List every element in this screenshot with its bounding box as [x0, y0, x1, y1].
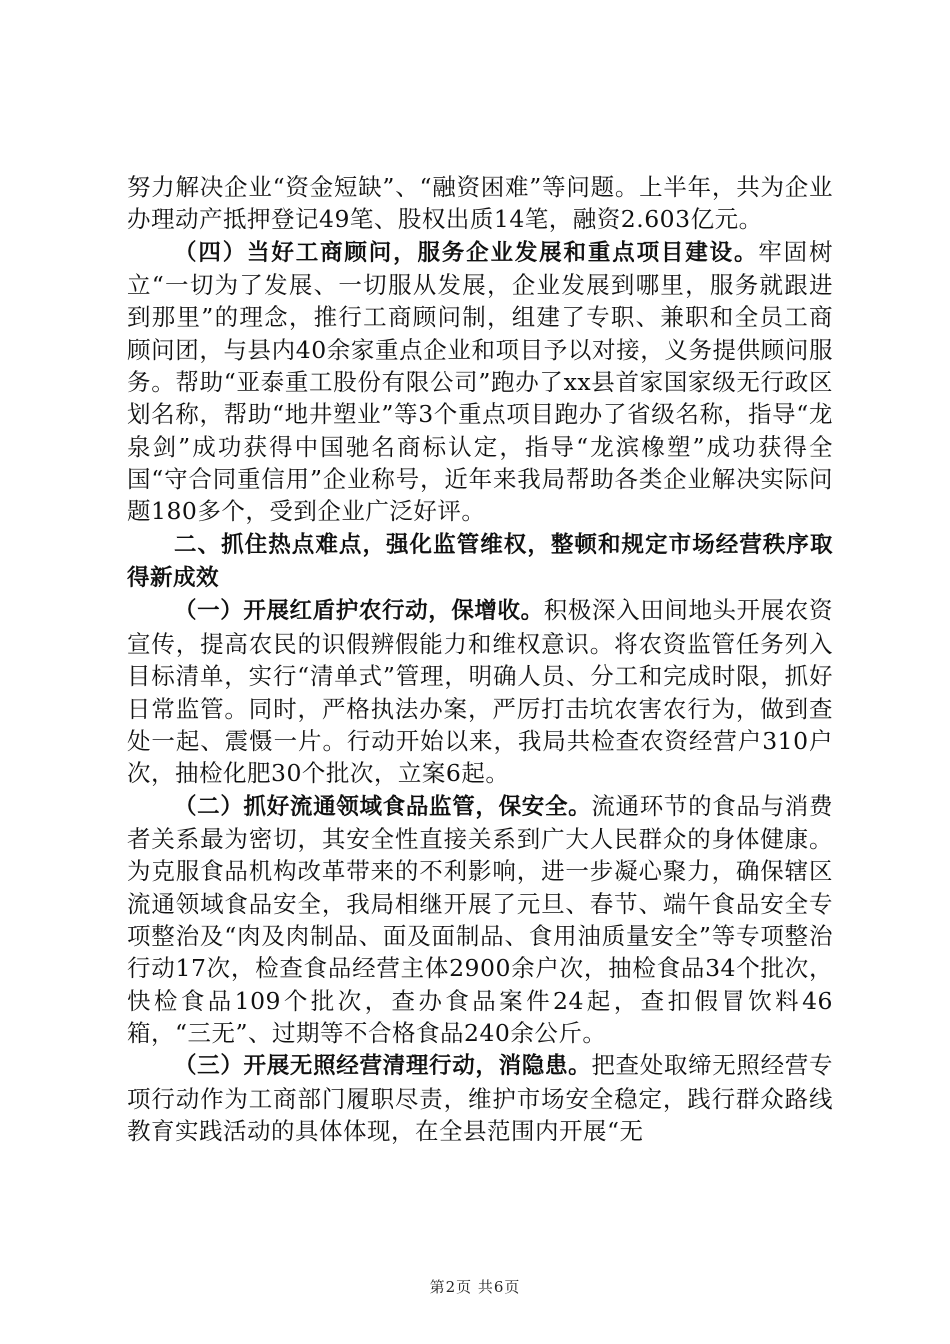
page-number: 第2页 共6页	[429, 1278, 521, 1296]
section-heading-1: （一）开展红盾护农行动，保增收。	[174, 598, 544, 625]
paragraph-text: 流通环节的食品与消费者关系最为密切，其安全性直接关系到广大人民群众的身体健康。为克服食品机构改革带来的不利影响，进一步凝心聚力，确保辖区流通领域食品安全，我局相继开展了元旦、春节、端午食品安全专项整治及“肉及肉制品、面及面制品、食用油质量安全”等专项整治行动17次，检查食品经营主体2900余户次，抽检食品34个批次，快检食品109个批次，查办食品案件24起，查扣假冒饮料46箱，“三无”、过期等不合格食品240余公斤。	[127, 791, 833, 1047]
section-heading-2: （二）抓好流通领域食品监管，保安全。	[174, 793, 592, 820]
paragraph-text: 把查处取缔无照经营专项行动作为工商部门履职尽责，维护市场安全稳定，践行群众路线教育实践活动的具体体现，在全县范围内开展“无	[127, 1051, 833, 1145]
paragraph-text: 牢固树立“一切为了发展、一切服从发展，企业发展到哪里，服务就跟进到那里”的理念，推行工商顾问制，组建了专职、兼职和全员工商顾问团，与县内40余家重点企业和项目予以对接，义务提供顾问服务。帮助“亚泰重工股份有限公司”跑办了xx县首家国家级无行政区划名称，帮助“地井塑业”等3个重点项目跑办了省级名称，指导“龙泉剑”成功获得中国驰名商标认定，指导“龙滨橡塑”成功获得全国“守合同重信用”企业称号，近年来我局帮助各类企业解决实际问题180多个，受到企业广泛好评。	[127, 237, 833, 526]
paragraph-text: 积极深入田间地头开展农资宣传，提高农民的识假辨假能力和维权意识。将农资监管任务列入目标清单，实行“清单式”管理，明确人员、分工和完成时限，抓好日常监管。同时，严格执法办案，严厉打击坑农害农行为，做到查处一起、震慑一片。行动开始以来，我局共检查农资经营户310户次，抽检化肥30个批次，立案6起。	[127, 596, 833, 788]
page-footer	[0, 1276, 950, 1297]
chapter-heading-2	[127, 528, 833, 595]
section-heading-3: （三）开展无照经营清理行动，消隐患。	[174, 1053, 592, 1080]
paragraph-food-safety	[127, 790, 833, 1050]
paragraph-business-consultant	[127, 236, 833, 528]
document-body	[127, 171, 833, 1147]
paragraph-agriculture	[127, 594, 833, 789]
paragraph-unlicensed	[127, 1049, 833, 1147]
paragraph-financing	[127, 171, 833, 236]
paragraph-text: 努力解决企业“资金短缺”、“融资困难”等问题。上半年，共为企业办理动产抵押登记49笔、股权出质14笔，融资2.603亿元。	[127, 173, 833, 234]
chapter-heading-text: 二、抓住热点难点，强化监管维权，整顿和规定市场经营秩序取得新成效	[127, 531, 833, 592]
section-heading-4: （四）当好工商顾问，服务企业发展和重点项目建设。	[174, 239, 759, 266]
